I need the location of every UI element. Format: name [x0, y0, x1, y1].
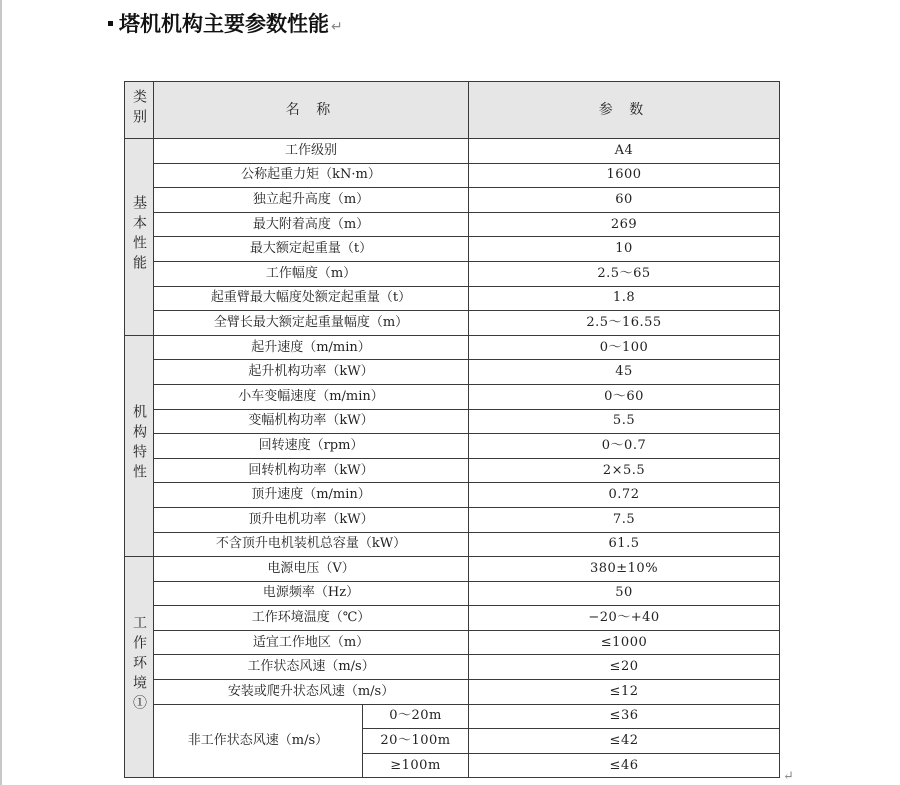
param-value: 2.5～65	[469, 261, 780, 286]
param-value: 7.5	[469, 507, 780, 532]
param-value: 1.8	[469, 286, 780, 311]
param-name: 小车变幅速度（m/min）	[154, 384, 469, 409]
param-value: −20～+40	[469, 606, 780, 631]
param-value: 0.72	[469, 483, 780, 508]
table-row	[125, 557, 780, 582]
table-row	[125, 680, 780, 705]
param-value: 269	[469, 212, 780, 237]
table-row	[125, 434, 780, 459]
table-row	[125, 384, 780, 409]
table-row	[125, 237, 780, 262]
param-name: 工作级别	[154, 139, 469, 164]
param-value: 0～0.7	[469, 434, 780, 459]
table-header-row	[125, 82, 780, 139]
table-row	[125, 409, 780, 434]
wind-condition: ≥100m	[363, 753, 469, 778]
param-value: 60	[469, 188, 780, 213]
param-name: 回转速度（rpm）	[154, 434, 469, 459]
table-row	[125, 704, 780, 729]
table-row	[125, 139, 780, 164]
param-value: 5.5	[469, 409, 780, 434]
param-name: 顶升电机功率（kW）	[154, 507, 469, 532]
param-value: ≤1000	[469, 630, 780, 655]
param-name: 起升机构功率（kW）	[154, 360, 469, 385]
param-value: 2×5.5	[469, 458, 780, 483]
header-value: 参 数	[469, 82, 780, 139]
table-row	[125, 311, 780, 336]
table-row	[125, 532, 780, 557]
section-heading	[108, 8, 343, 38]
param-name: 工作状态风速（m/s）	[154, 655, 469, 680]
param-name: 顶升速度（m/min）	[154, 483, 469, 508]
table-row	[125, 483, 780, 508]
param-name: 最大额定起重量（t）	[154, 237, 469, 262]
table-row	[125, 581, 780, 606]
param-name: 公称起重力矩（kN·m）	[154, 163, 469, 188]
table-row	[125, 335, 780, 360]
param-value: A4	[469, 139, 780, 164]
category-cell: 机构特性	[125, 335, 154, 556]
param-value: ≤20	[469, 655, 780, 680]
table-row	[125, 163, 780, 188]
header-name: 名 称	[154, 82, 469, 139]
param-value: 61.5	[469, 532, 780, 557]
param-value: 380±10%	[469, 557, 780, 582]
param-value: 45	[469, 360, 780, 385]
param-value: ≤42	[469, 729, 780, 754]
param-value: ≤12	[469, 680, 780, 705]
param-name: 回转机构功率（kW）	[154, 458, 469, 483]
bullet-icon	[108, 21, 113, 26]
param-name: 独立起升高度（m）	[154, 188, 469, 213]
param-name: 电源频率（Hz）	[154, 581, 469, 606]
table-row	[125, 458, 780, 483]
param-value: 50	[469, 581, 780, 606]
wind-condition: 0～20m	[363, 704, 469, 729]
param-name: 全臂长最大额定起重量幅度（m）	[154, 311, 469, 336]
table-row	[125, 507, 780, 532]
param-name: 适宜工作地区（m）	[154, 630, 469, 655]
heading-text: 塔机机构主要参数性能	[119, 12, 329, 36]
page-left-rule	[0, 0, 2, 785]
header-category: 类别	[125, 82, 154, 139]
table-row	[125, 212, 780, 237]
param-name: 起升速度（m/min）	[154, 335, 469, 360]
param-name: 变幅机构功率（kW）	[154, 409, 469, 434]
param-name: 工作环境温度（℃）	[154, 606, 469, 631]
table-row	[125, 360, 780, 385]
category-cell: 工作环境①	[125, 557, 154, 778]
param-value: ≤46	[469, 753, 780, 778]
param-name: 起重臂最大幅度处额定起重量（t）	[154, 286, 469, 311]
paragraph-mark-icon: ↵	[331, 19, 343, 35]
param-name: 工作幅度（m）	[154, 261, 469, 286]
parameters-table	[124, 81, 780, 778]
table-row	[125, 630, 780, 655]
category-cell: 基本性能	[125, 139, 154, 336]
table-row	[125, 261, 780, 286]
param-name: 安装或爬升状态风速（m/s）	[154, 680, 469, 705]
param-name: 最大附着高度（m）	[154, 212, 469, 237]
param-name: 不含顶升电机装机总容量（kW）	[154, 532, 469, 557]
table-row	[125, 286, 780, 311]
param-name: 非工作状态风速（m/s）	[154, 704, 363, 778]
table-row	[125, 655, 780, 680]
table-row	[125, 188, 780, 213]
param-value: 10	[469, 237, 780, 262]
param-value: 2.5～16.55	[469, 311, 780, 336]
wind-condition: 20～100m	[363, 729, 469, 754]
param-value: 1600	[469, 163, 780, 188]
paragraph-mark-icon: ↵	[783, 769, 794, 784]
param-name: 电源电压（V）	[154, 557, 469, 582]
param-value: 0～100	[469, 335, 780, 360]
table-row	[125, 606, 780, 631]
param-value: 0～60	[469, 384, 780, 409]
param-value: ≤36	[469, 704, 780, 729]
